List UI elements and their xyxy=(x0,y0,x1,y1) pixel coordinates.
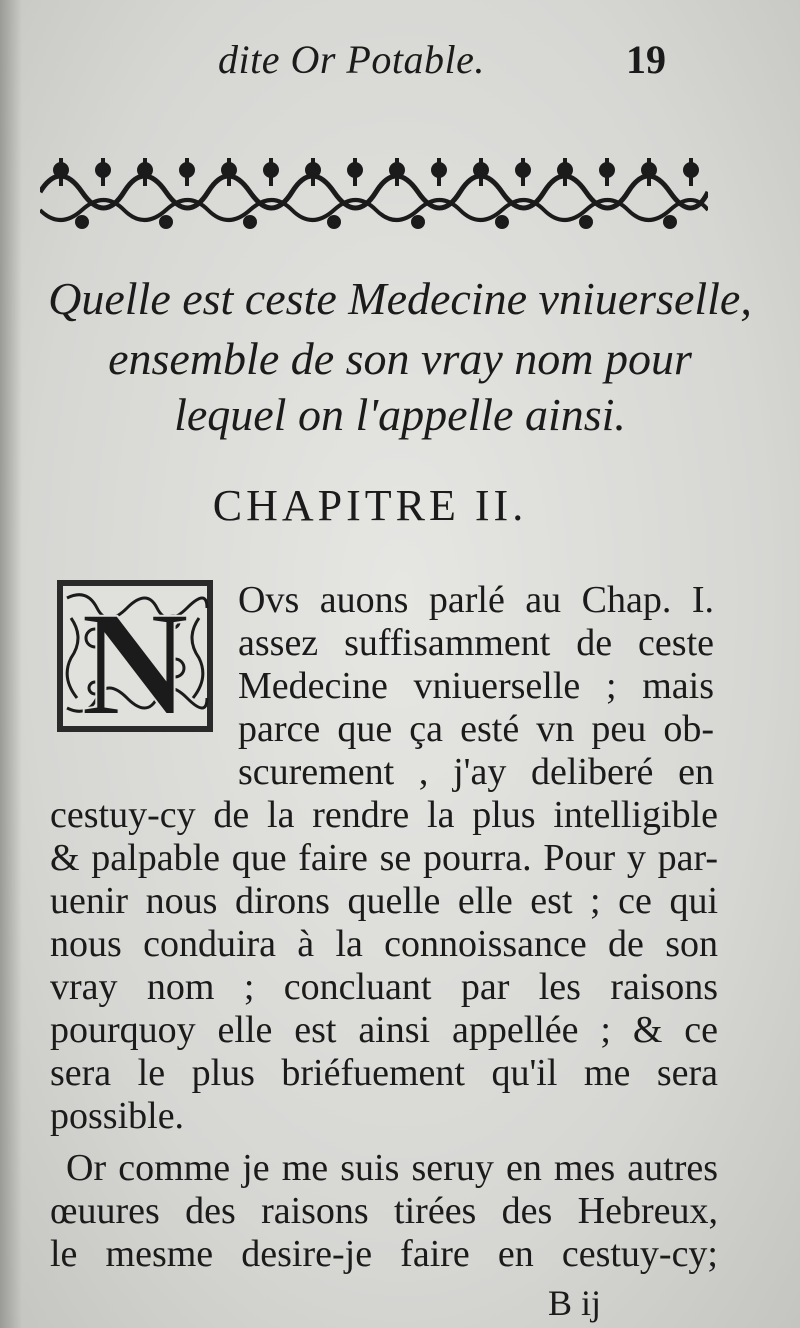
section-heading-line: lequel on l'appelle ainsi. xyxy=(174,389,626,440)
text-line: Or comme je me suis seruy en mes autres xyxy=(66,1147,718,1189)
signature-mark: B ij xyxy=(548,1283,602,1323)
text-line: Medecine vniuerselle ; mais xyxy=(238,665,714,707)
text-line: possible. xyxy=(50,1095,185,1137)
chapter-title: CHAPITRE II. xyxy=(212,481,528,530)
decorated-initial xyxy=(55,578,215,734)
text-line: vray nom ; concluant par les raisons xyxy=(50,966,718,1008)
text-line: nous conduira à la connoissance de son xyxy=(50,923,718,965)
running-head: dite Or Potable. xyxy=(218,37,485,82)
text-line: œuures des raisons tirées des Hebreux, xyxy=(50,1190,718,1232)
page-number: 19 xyxy=(626,37,666,82)
text-line: cestuy-cy de la rendre la plus intelligible xyxy=(50,794,718,836)
dropcap-letter: N xyxy=(80,581,190,734)
text-line: scurement , j'ay deliberé en xyxy=(238,751,714,793)
text-line: Ovs auons parlé au Chap. I. xyxy=(238,579,714,621)
text-line: assez suffisamment de ceste xyxy=(238,622,714,664)
page-gutter-shadow xyxy=(0,0,22,1328)
section-heading-line: ensemble de son vray nom pour xyxy=(108,333,692,384)
text-line: uenir nous dirons quelle elle est ; ce qui xyxy=(50,880,718,922)
text-line: sera le plus briéfuement qu'il me sera xyxy=(50,1052,718,1094)
text-line: & palpable que faire se pourra. Pour y par- xyxy=(50,837,718,879)
fleuron-ornament-band xyxy=(40,150,708,234)
text-line: pourquoy elle est ainsi appellée ; & ce xyxy=(50,1009,718,1051)
section-heading-line: Quelle est ceste Medecine vniuerselle, xyxy=(48,273,752,324)
text-line: le mesme desire-je faire en cestuy-cy; xyxy=(50,1233,718,1275)
text-line: parce que ça esté vn peu ob- xyxy=(238,708,714,750)
